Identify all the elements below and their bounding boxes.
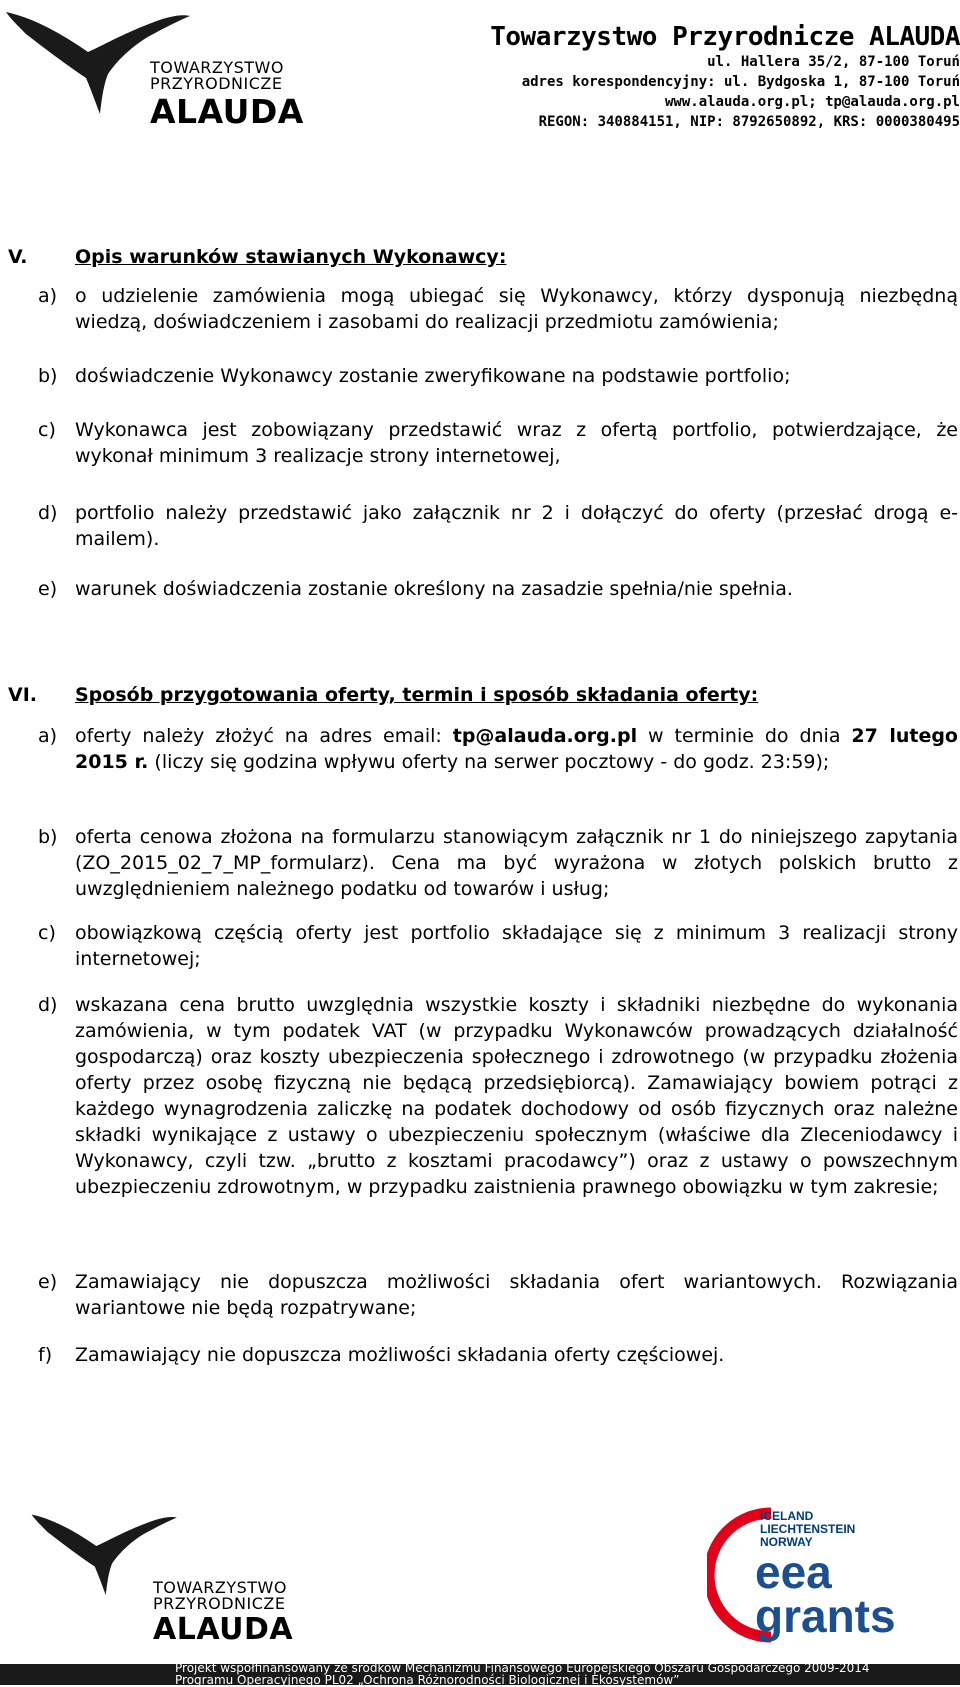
grants-word: grants: [755, 1590, 896, 1642]
list-item-label: e): [38, 578, 58, 600]
list-item-text: portfolio należy przedstawić jako załącznik nr 2 i dołączyć do oferty (przesłać drogą e-mailem).: [75, 502, 958, 550]
organization-address: ul. Hallera 35/2, 87-100 Toruń: [707, 54, 960, 70]
list-item-label: e): [38, 1271, 58, 1293]
organization-registry: REGON: 340884151, NIP: 8792650892, KRS: 0000380495: [538, 114, 960, 130]
offer-deadline: 27 lutego 2015 r.: [75, 725, 958, 773]
grant-countries: [760, 1510, 855, 1549]
list-item-text: oferta cenowa złożona na formularzu stanowiącym załącznik nr 1 do niniejszego zapytania (ZO_2015_02_7_MP_formularz). Cena ma być wyrażona w złotych polskich brutto z uwzględnieniem należnego podatku od towarów i usług;: [75, 826, 958, 900]
footer: [0, 1500, 960, 1685]
grant-country: ICELAND: [760, 1509, 814, 1523]
list-item-label: c): [38, 419, 56, 441]
organization-web: www.alauda.org.pl; tp@alauda.org.pl: [664, 94, 960, 110]
offer-email: tp@alauda.org.pl: [452, 725, 638, 747]
section-title: Opis warunków stawianych Wykonawcy:: [75, 246, 507, 268]
list-item-text: Wykonawca jest zobowiązany przedstawić wraz z ofertą portfolio, potwierdzające, że wykonał minimum 3 realizacje strony internetowej,: [75, 419, 958, 467]
logo-line-2: PRZYRODNICZE: [153, 1594, 286, 1613]
list-item-text: wskazana cena brutto uwzględnia wszystkie koszty i składniki niezbędne do wykonania zamówienia, w tym podatek VAT (w przypadku Wykonawców prowadzących działalność gospodarczą) oraz koszty ubezpieczenia społecznego i zdrowotnego (w przypadku złożenia oferty przez osobę fizyczną nie będącą przedsiębiorcą). Zamawiający bowiem potrąci z każdego wynagrodzenia zaliczkę na podatek dochodowy od osób fizycznych oraz należne składki wynikające z ustawy o ubezpieczeniu społecznym (właściwe dla Zleceniodawcy i Wykonawcy, czyli tzw. „brutto z kosztami pracodawcy”) oraz z ustawy o powszechnym ubezpieczeniu zdrowotnym, w przypadku zaistnienia prawnego obowiązku w tym zakresie;: [75, 994, 958, 1198]
funding-line-1: Projekt współfinansowany ze środków Mechanizmu Finansowego Europejskiego Obszaru Gospodarczego 2009-2014: [175, 1661, 870, 1675]
logo-line-3: ALAUDA: [150, 92, 304, 131]
eea-grants-logo: [755, 1546, 896, 1642]
section-number: VI.: [8, 684, 37, 706]
list-item-label: a): [38, 285, 58, 307]
list-item-label: f): [38, 1344, 53, 1366]
grant-country: LIECHTENSTEIN: [760, 1522, 856, 1536]
list-item-text: o udzielenie zamówienia mogą ubiegać się Wykonawcy, którzy dysponują niezbędną wiedzą, doświadczeniem i zasobami do realizacji przedmiotu zamówienia;: [75, 285, 958, 333]
logo-line-1: TOWARZYSTWO: [150, 58, 284, 77]
list-item-text: [75, 723, 958, 775]
organization-name: Towarzystwo Przyrodnicze ALAUDA: [490, 22, 960, 52]
grant-country: NORWAY: [760, 1535, 813, 1549]
logo-line-3: ALAUDA: [153, 1612, 294, 1647]
letterhead: [0, 0, 960, 140]
logo-line-1: TOWARZYSTWO: [153, 1578, 287, 1597]
list-item-label: b): [38, 365, 58, 387]
list-item-text: doświadczenie Wykonawcy zostanie zweryfikowane na podstawie portfolio;: [75, 365, 791, 387]
list-item-label: a): [38, 725, 58, 747]
eea-word: eea: [755, 1546, 832, 1598]
logo-wordmark: [150, 58, 304, 131]
list-item-label: d): [38, 502, 58, 524]
text-run: w terminie do dnia: [637, 725, 852, 747]
list-item-text: Zamawiający nie dopuszcza możliwości składania ofert wariantowych. Rozwiązania wariantowe nie będą rozpatrywane;: [75, 1271, 958, 1319]
section-number: V.: [8, 246, 28, 268]
funding-line-2: Programu Operacyjnego PL02 „Ochrona Różnorodności Biologicznej i Ekosystemów”: [175, 1673, 680, 1687]
list-item-label: d): [38, 994, 58, 1016]
organization-info: [400, 22, 960, 132]
list-item-text: warunek doświadczenia zostanie określony na zasadzie spełnia/nie spełnia.: [75, 578, 793, 600]
logo-line-2: PRZYRODNICZE: [150, 74, 283, 93]
funding-bar: [0, 1661, 960, 1687]
list-item-text: Zamawiający nie dopuszcza możliwości składania oferty częściowej.: [75, 1344, 725, 1366]
text-run: oferty należy złożyć na adres email:: [75, 725, 453, 747]
footer-logo-wordmark: [153, 1580, 293, 1645]
organization-correspondence: adres korespondencyjny: ul. Bydgoska 1, 87-100 Toruń: [521, 74, 960, 90]
list-item-text: obowiązkową częścią oferty jest portfolio składające się z minimum 3 realizacji strony internetowej;: [75, 922, 958, 970]
list-item-label: b): [38, 826, 58, 848]
section-title: Sposób przygotowania oferty, termin i sposób składania oferty:: [75, 684, 759, 706]
list-item-label: c): [38, 922, 56, 944]
text-run: (liczy się godzina wpływu oferty na serwer pocztowy - do godz. 23:59);: [148, 751, 830, 773]
